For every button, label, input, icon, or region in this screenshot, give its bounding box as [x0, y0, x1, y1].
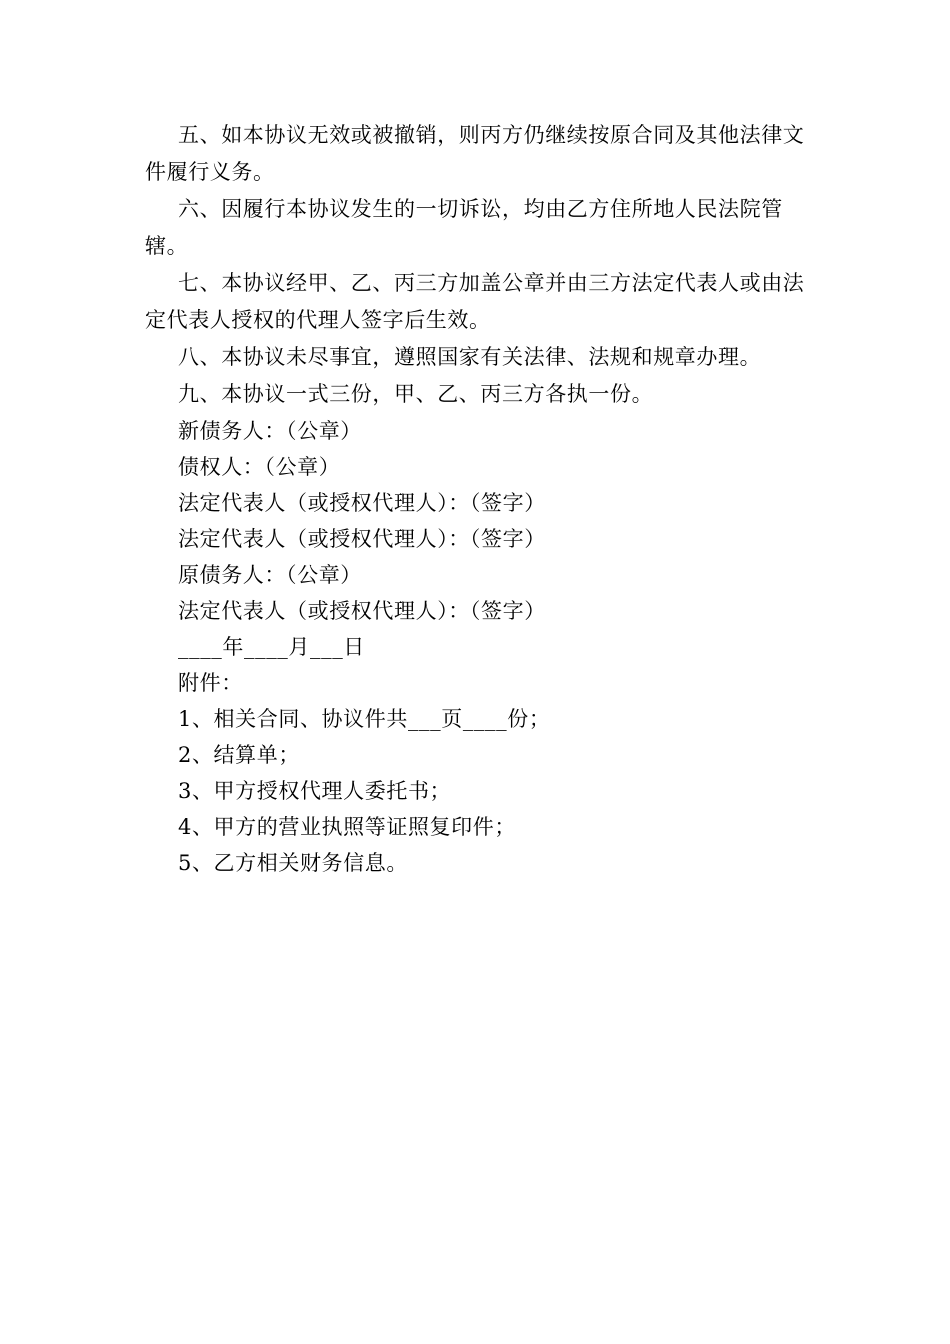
date-line: ____年____月___日 — [178, 635, 365, 659]
attachment-item-4: 4、甲方的营业执照等证照复印件； — [178, 815, 516, 839]
attachment-item-5: 5、乙方相关财务信息。 — [178, 851, 408, 875]
document-body — [145, 117, 805, 881]
signature-creditor: 债权人：（公章） — [178, 455, 341, 479]
signature-new-debtor: 新债务人：（公章） — [178, 419, 362, 443]
signature-legal-rep-3: 法定代表人（或授权代理人）：（签字） — [178, 599, 546, 623]
signature-legal-rep-2: 法定代表人（或授权代理人）：（签字） — [178, 527, 546, 551]
clause-9: 九、本协议一式三份，甲、乙、丙三方各执一份。 — [178, 382, 654, 406]
signature-original-debtor: 原债务人：（公章） — [178, 563, 362, 587]
clause-8: 八、本协议未尽事宜，遵照国家有关法律、法规和规章办理。 — [178, 345, 762, 369]
attachments-title: 附件： — [178, 671, 243, 695]
clause-6: 六、因履行本协议发生的一切诉讼，均由乙方住所地人民法院管辖。 — [145, 197, 783, 258]
attachment-item-3: 3、甲方授权代理人委托书； — [178, 779, 452, 803]
clause-5: 五、如本协议无效或被撤销，则丙方仍继续按原合同及其他法律文件履行义务。 — [145, 123, 805, 184]
signature-legal-rep-1: 法定代表人（或授权代理人）：（签字） — [178, 491, 546, 515]
clause-7: 七、本协议经甲、乙、丙三方加盖公章并由三方法定代表人或由法定代表人授权的代理人签字后生效。 — [145, 271, 805, 332]
attachment-item-1: 1、相关合同、协议件共___页____份； — [178, 707, 551, 731]
attachment-item-2: 2、结算单； — [178, 743, 300, 767]
